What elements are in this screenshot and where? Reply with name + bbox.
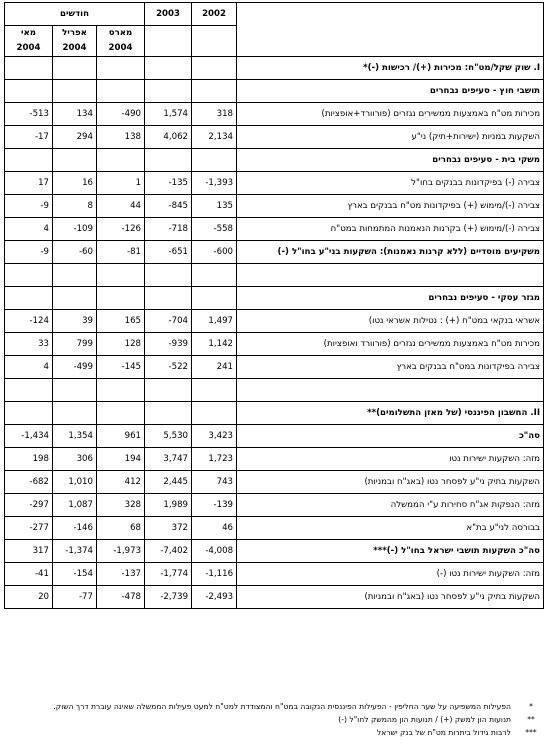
spacer-row: [5, 379, 544, 402]
table-row: [5, 218, 544, 241]
value-y2003: -939: [145, 333, 192, 356]
empty-cell: [145, 402, 192, 425]
value-y2002: -1,116: [192, 563, 237, 586]
row-label: השקעות במניות (ישירות+תיק) ני"ע: [237, 126, 544, 149]
row-label: צבירה בפיקדונות במט"ח בבנקים בארץ: [237, 356, 544, 379]
row-label: צבירה (-)/מימוש (+) בפיקדונות מט"ח בבנקים בארץ: [237, 195, 544, 218]
empty-cell: [53, 80, 97, 103]
value-may: -17: [5, 126, 53, 149]
table-row: [5, 310, 544, 333]
value-y2003: 1,989: [145, 494, 192, 517]
value-y2003: 1,574: [145, 103, 192, 126]
value-y2002: 241: [192, 356, 237, 379]
empty-cell: [53, 379, 97, 402]
row-label: צבירה (-)/מימוש (+) בקרנות הנאמנות המתמחות במט"ח: [237, 218, 544, 241]
empty-cell: [192, 264, 237, 287]
value-may: 198: [5, 448, 53, 471]
table-row: [5, 586, 544, 609]
empty-cell: [97, 287, 145, 310]
empty-cell: [237, 264, 544, 287]
value-y2003: 4,062: [145, 126, 192, 149]
value-y2002: 1,723: [192, 448, 237, 471]
header-blank-cell: [237, 3, 544, 57]
value-y2002: 2,134: [192, 126, 237, 149]
empty-cell: [5, 80, 53, 103]
value-apr: 8: [53, 195, 97, 218]
year-2003-header: 2003: [145, 3, 192, 26]
value-y2002: 135: [192, 195, 237, 218]
empty-cell: [145, 57, 192, 80]
value-mar: 138: [97, 126, 145, 149]
empty-cell: [145, 287, 192, 310]
value-may: 20: [5, 586, 53, 609]
footnote-text: לרבות גידול ביתרות מט"ח של בנק ישראל: [376, 728, 511, 737]
value-may: 17: [5, 172, 53, 195]
table-row: [5, 103, 544, 126]
value-y2003: 3,747: [145, 448, 192, 471]
value-mar: 44: [97, 195, 145, 218]
table-row: [5, 425, 544, 448]
footnote-text: הפעילות המשפיעה על שער החליפין - הפעילות הפיננסית הנקובה במט"ח והמצודדת למט"ח למעט פעילות הממשלה שאינה עוברת דרך השוק.: [53, 702, 511, 711]
section-2-title-row: [5, 402, 544, 425]
value-may: -9: [5, 241, 53, 264]
value-y2003: -135: [145, 172, 192, 195]
value-mar: 194: [97, 448, 145, 471]
footnotes: [4, 700, 543, 739]
empty-cell: [5, 402, 53, 425]
value-may: -41: [5, 563, 53, 586]
row-label: מכירות מט"ח באמצעות ממשירים נגזרים (פורוורד+אופציות): [237, 103, 544, 126]
value-apr: -146: [53, 517, 97, 540]
value-may: 4: [5, 356, 53, 379]
empty-cell: [97, 379, 145, 402]
empty-cell: [97, 80, 145, 103]
empty-cell: [53, 264, 97, 287]
value-y2003: -718: [145, 218, 192, 241]
value-may: 33: [5, 333, 53, 356]
subsection-households: משקי בית - סעיפים נבחרים: [237, 149, 544, 172]
empty-cell: [5, 149, 53, 172]
value-apr: 16: [53, 172, 97, 195]
section-2-title: II. החשבון הפיננסי (של מאזן התשלומים)**: [237, 402, 544, 425]
empty-cell: [5, 379, 53, 402]
table-row: [5, 241, 544, 264]
table-row: [5, 563, 544, 586]
section-1-title: I. שוק שקל/מט"ח: מכירות (+)/ רכישות (-)*: [237, 57, 544, 80]
empty-cell: [53, 287, 97, 310]
value-mar: -145: [97, 356, 145, 379]
empty-cell: [192, 287, 237, 310]
value-y2003: -1,774: [145, 563, 192, 586]
footnote-mark: **: [527, 715, 535, 724]
row-label: משקיעים מוסדיים (ללא קרנות נאמנות): השקעות בני"ע בחו"ל (-): [237, 241, 544, 264]
empty-cell: [97, 57, 145, 80]
row-label: מזה: הנפקות אג"ח סחירות ע"י הממשלה: [237, 494, 544, 517]
row-label: השקעות בתיק ני"ע לפסחר נטו (באג"ח ובמניות): [237, 586, 544, 609]
value-y2003: -2,739: [145, 586, 192, 609]
value-mar: 128: [97, 333, 145, 356]
value-y2002: 1,497: [192, 310, 237, 333]
table-row: [5, 356, 544, 379]
footnote: [4, 700, 543, 713]
empty-cell: [97, 149, 145, 172]
table-row: [5, 333, 544, 356]
empty-cell: [192, 149, 237, 172]
value-apr: 1,354: [53, 425, 97, 448]
table-row: [5, 517, 544, 540]
empty-cell: [192, 379, 237, 402]
months-header: חודשים: [5, 3, 145, 26]
empty-cell: [53, 57, 97, 80]
value-mar: 961: [97, 425, 145, 448]
footnote: [4, 713, 543, 726]
value-may: -9: [5, 195, 53, 218]
value-may: -124: [5, 310, 53, 333]
value-mar: 68: [97, 517, 145, 540]
empty-cell: [53, 402, 97, 425]
value-apr: 1,010: [53, 471, 97, 494]
table-row: [5, 126, 544, 149]
financial-table: [4, 2, 544, 609]
header-row-years: [5, 3, 544, 26]
value-y2002: -600: [192, 241, 237, 264]
value-may: -277: [5, 517, 53, 540]
value-y2002: 3,423: [192, 425, 237, 448]
footnote-mark: *: [529, 702, 533, 711]
empty-cell: [5, 264, 53, 287]
empty-cell: [5, 57, 53, 80]
row-label: מזה: השקעות ישירות נטו: [237, 448, 544, 471]
value-mar: -81: [97, 241, 145, 264]
value-y2002: -139: [192, 494, 237, 517]
subsection-business-sector: מגזר עסקי - סעיפים נבחרים: [237, 287, 544, 310]
value-y2003: -704: [145, 310, 192, 333]
value-apr: -109: [53, 218, 97, 241]
empty-cell: [237, 379, 544, 402]
value-apr: 799: [53, 333, 97, 356]
value-y2003: -7,402: [145, 540, 192, 563]
year-2002-subheader: [192, 26, 237, 57]
march-header: מארס 2004: [97, 26, 145, 57]
table-row: [5, 471, 544, 494]
footnote-text: תנועות הון למשק (+) / תנועות הון מהמשק לחו"ל (-): [338, 715, 511, 724]
value-may: -1,434: [5, 425, 53, 448]
subsection-households-row: [5, 149, 544, 172]
value-y2002: 318: [192, 103, 237, 126]
empty-cell: [97, 402, 145, 425]
empty-cell: [145, 80, 192, 103]
value-y2002: 743: [192, 471, 237, 494]
row-label: מזה: השקעות ישירות נטו (-): [237, 563, 544, 586]
value-y2003: -845: [145, 195, 192, 218]
footnote: [4, 726, 543, 739]
table-row: [5, 494, 544, 517]
year-2003-subheader: [145, 26, 192, 57]
subsection-foreign-residents: תושבי חוץ - סעיפים נבחרים: [237, 80, 544, 103]
value-apr: -60: [53, 241, 97, 264]
value-y2003: -651: [145, 241, 192, 264]
april-header: אפריל 2004: [53, 26, 97, 57]
row-label: אשראי בנקאי במט"ח (+) : נטילות אשראי נטו): [237, 310, 544, 333]
value-y2002: -558: [192, 218, 237, 241]
table-row: [5, 448, 544, 471]
value-may: -513: [5, 103, 53, 126]
section-1-title-row: [5, 57, 544, 80]
value-y2003: -522: [145, 356, 192, 379]
empty-cell: [97, 264, 145, 287]
value-mar: 165: [97, 310, 145, 333]
value-mar: -490: [97, 103, 145, 126]
subsection-foreign-residents-row: [5, 80, 544, 103]
value-mar: -137: [97, 563, 145, 586]
empty-cell: [192, 57, 237, 80]
value-mar: -1,973: [97, 540, 145, 563]
value-may: 317: [5, 540, 53, 563]
value-mar: -126: [97, 218, 145, 241]
spacer-row: [5, 264, 544, 287]
value-may: -297: [5, 494, 53, 517]
value-mar: -478: [97, 586, 145, 609]
year-2002-header: 2002: [192, 3, 237, 26]
table-row: [5, 172, 544, 195]
value-y2003: 372: [145, 517, 192, 540]
table-row: [5, 195, 544, 218]
row-label: מכירות מט"ח באמצעות ממשירים נגזרים (פורוורד ואופציות): [237, 333, 544, 356]
value-mar: 1: [97, 172, 145, 195]
empty-cell: [192, 80, 237, 103]
value-apr: 306: [53, 448, 97, 471]
value-y2002: 46: [192, 517, 237, 540]
empty-cell: [145, 379, 192, 402]
value-y2003: 2,445: [145, 471, 192, 494]
empty-cell: [145, 149, 192, 172]
row-label: סה"כ: [237, 425, 544, 448]
value-apr: -1,374: [53, 540, 97, 563]
value-y2002: -4,008: [192, 540, 237, 563]
value-y2003: 5,530: [145, 425, 192, 448]
table-row: [5, 540, 544, 563]
may-header: מאי 2004: [5, 26, 53, 57]
value-apr: 134: [53, 103, 97, 126]
value-may: 4: [5, 218, 53, 241]
empty-cell: [5, 287, 53, 310]
value-apr: 1,087: [53, 494, 97, 517]
footnote-mark: ***: [525, 728, 537, 737]
subsection-business-sector-row: [5, 287, 544, 310]
value-y2002: -1,393: [192, 172, 237, 195]
value-apr: -499: [53, 356, 97, 379]
row-label: בבורסה לני"ע בת"א: [237, 517, 544, 540]
value-mar: 412: [97, 471, 145, 494]
empty-cell: [145, 264, 192, 287]
value-apr: -154: [53, 563, 97, 586]
row-label: צבירה (-) בפיקדונות בבנקים בחו"ל: [237, 172, 544, 195]
row-label: השקעות בתיק ני"ע לפסחר נטו (באג"ח ובמניות): [237, 471, 544, 494]
value-mar: 328: [97, 494, 145, 517]
value-apr: 39: [53, 310, 97, 333]
value-apr: -77: [53, 586, 97, 609]
empty-cell: [192, 402, 237, 425]
empty-cell: [53, 149, 97, 172]
row-label: סה"כ השקעות תושבי ישראל בחו"ל (-)***: [237, 540, 544, 563]
value-y2002: 1,142: [192, 333, 237, 356]
value-may: -682: [5, 471, 53, 494]
value-apr: 294: [53, 126, 97, 149]
value-y2002: -2,493: [192, 586, 237, 609]
